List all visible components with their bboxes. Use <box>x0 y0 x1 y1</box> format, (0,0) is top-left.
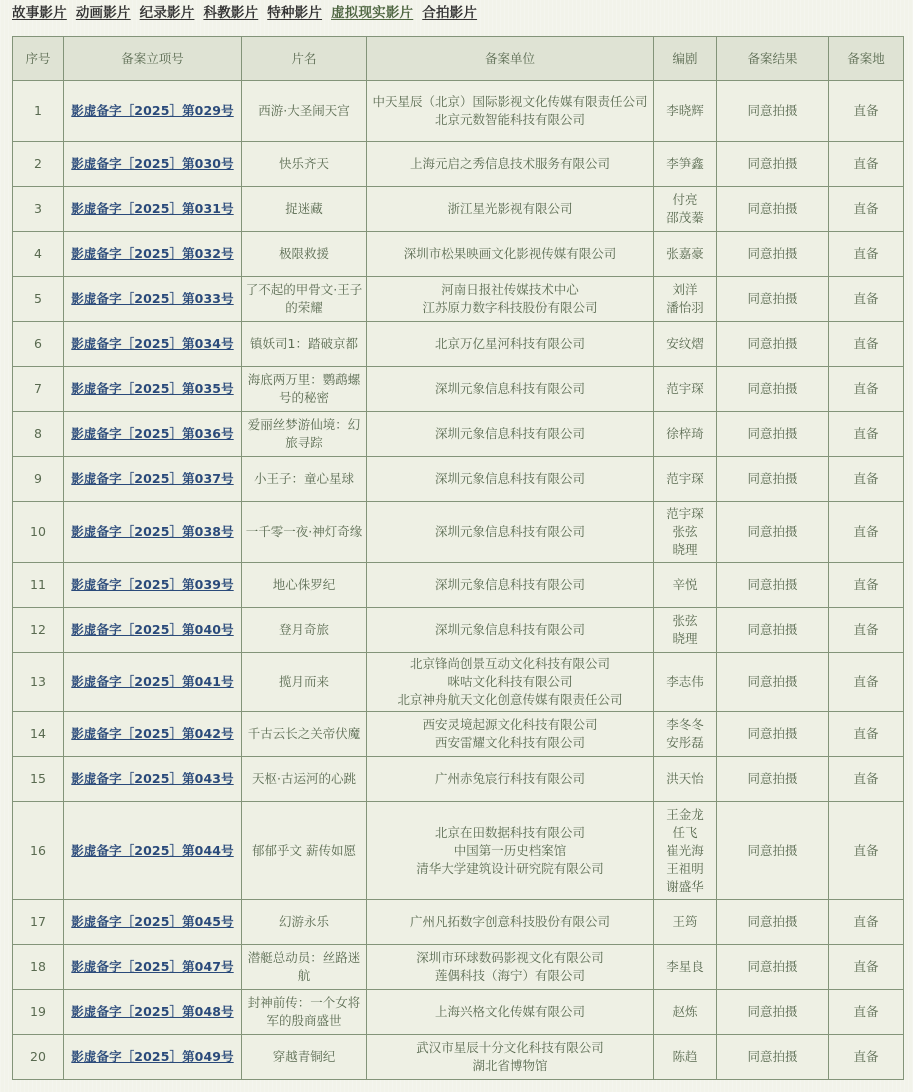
writer-name: 任飞 <box>672 824 698 840</box>
filing-number-cell <box>64 81 242 142</box>
filing-number-link[interactable]: 影虚备字［2025］第037号 <box>71 471 234 486</box>
filing-number-link[interactable]: 影虚备字［2025］第038号 <box>71 524 234 539</box>
filing-number-cell <box>64 502 242 563</box>
filing-result: 同意拍摄 <box>717 712 829 757</box>
writer-name: 范宇琛 <box>666 471 704 486</box>
filing-place: 直备 <box>829 412 904 457</box>
writer-name: 王祖明 <box>666 860 704 876</box>
filing-number-cell <box>64 457 242 502</box>
filing-units <box>367 712 654 757</box>
filing-number-cell <box>64 900 242 945</box>
table-row <box>13 457 904 502</box>
row-number: 7 <box>13 367 64 412</box>
unit-name: 上海元启之秀信息技术服务有限公司 <box>409 156 610 171</box>
film-title: 千古云长之关帝伏魔 <box>242 712 367 757</box>
writer-name: 张弦 <box>672 524 698 539</box>
film-title: 小王子：童心星球 <box>242 457 367 502</box>
row-number: 8 <box>13 412 64 457</box>
writer-name: 陈趋 <box>672 1049 698 1064</box>
writers <box>654 653 717 712</box>
tab-6[interactable]: 合拍影片 <box>422 5 478 21</box>
filing-units <box>367 412 654 457</box>
row-number: 1 <box>13 81 64 142</box>
unit-name: 武汉市星辰十分文化科技有限公司 <box>416 1040 604 1055</box>
table-row <box>13 712 904 757</box>
filing-number-link[interactable]: 影虚备字［2025］第049号 <box>71 1049 234 1064</box>
table-header-row <box>13 37 904 81</box>
table-row <box>13 802 904 900</box>
row-number: 17 <box>13 900 64 945</box>
filing-place: 直备 <box>829 367 904 412</box>
row-number: 15 <box>13 757 64 802</box>
writer-name: 李志伟 <box>666 674 704 689</box>
writer-name: 付亮 <box>672 192 698 207</box>
writer-name: 王筠 <box>672 914 698 929</box>
film-title: 爱丽丝梦游仙境：幻旅寻踪 <box>242 412 367 457</box>
filing-place: 直备 <box>829 990 904 1035</box>
tab-5[interactable]: 虚拟现实影片 <box>331 5 414 21</box>
header-title: 片名 <box>242 37 367 81</box>
unit-name: 深圳元象信息科技有限公司 <box>434 381 585 396</box>
filing-place: 直备 <box>829 502 904 563</box>
film-title: 潜艇总动员：丝路迷航 <box>242 945 367 990</box>
writer-name: 赵炼 <box>672 1004 698 1019</box>
unit-name: 上海兴格文化传媒有限公司 <box>434 1004 585 1019</box>
writer-name: 李笋鑫 <box>666 156 704 171</box>
filing-place: 直备 <box>829 457 904 502</box>
filing-number-link[interactable]: 影虚备字［2025］第036号 <box>71 426 234 441</box>
film-title: 捉迷藏 <box>242 187 367 232</box>
filing-number-cell <box>64 187 242 232</box>
film-title: 天枢·古运河的心跳 <box>242 757 367 802</box>
writer-name: 辛悦 <box>672 577 698 592</box>
writers <box>654 1035 717 1080</box>
writer-name: 李星良 <box>666 959 704 974</box>
row-number: 20 <box>13 1035 64 1080</box>
film-title: 幻游永乐 <box>242 900 367 945</box>
filing-place: 直备 <box>829 81 904 142</box>
writers <box>654 232 717 277</box>
film-title: 快乐齐天 <box>242 142 367 187</box>
filing-units <box>367 187 654 232</box>
filing-units <box>367 608 654 653</box>
unit-name: 深圳元象信息科技有限公司 <box>434 471 585 486</box>
table-row <box>13 277 904 322</box>
table-row <box>13 81 904 142</box>
filing-result: 同意拍摄 <box>717 1035 829 1080</box>
filing-number-link[interactable]: 影虚备字［2025］第034号 <box>71 336 234 351</box>
filing-result: 同意拍摄 <box>717 563 829 608</box>
writers <box>654 81 717 142</box>
table-row <box>13 502 904 563</box>
filing-number-cell <box>64 653 242 712</box>
filing-number-link[interactable]: 影虚备字［2025］第048号 <box>71 1004 234 1019</box>
filing-units <box>367 457 654 502</box>
unit-name: 深圳元象信息科技有限公司 <box>434 577 585 592</box>
writers <box>654 367 717 412</box>
film-title: 极限救援 <box>242 232 367 277</box>
table-row <box>13 563 904 608</box>
filing-number-cell <box>64 277 242 322</box>
filing-result: 同意拍摄 <box>717 990 829 1035</box>
unit-name: 中国第一历史档案馆 <box>453 842 567 858</box>
unit-name: 北京在田数据科技有限公司 <box>434 824 585 840</box>
film-title: 镇妖司1：踏破京都 <box>242 322 367 367</box>
writer-name: 张弦 <box>672 613 698 628</box>
filing-number-link[interactable]: 影虚备字［2025］第041号 <box>71 674 234 689</box>
film-title: 一千零一夜·神灯奇缘 <box>242 502 367 563</box>
filing-result: 同意拍摄 <box>717 757 829 802</box>
filing-units <box>367 802 654 900</box>
filing-place: 直备 <box>829 232 904 277</box>
filing-result: 同意拍摄 <box>717 502 829 563</box>
filing-number-cell <box>64 990 242 1035</box>
unit-name: 北京神舟航天文化创意传媒有限责任公司 <box>397 692 623 707</box>
writers <box>654 802 717 900</box>
writer-name: 李晓辉 <box>666 103 704 118</box>
writer-name: 谢盛华 <box>666 878 704 894</box>
unit-name: 深圳市松果映画文化影视传媒有限公司 <box>403 246 617 261</box>
row-number: 2 <box>13 142 64 187</box>
header-writer: 编剧 <box>654 37 717 81</box>
unit-name: 西安雷耀文化科技有限公司 <box>434 735 585 750</box>
writers <box>654 277 717 322</box>
film-title: 登月奇旅 <box>242 608 367 653</box>
unit-name: 清华大学建筑设计研究院有限公司 <box>416 860 604 876</box>
tab-2[interactable]: 纪录影片 <box>139 5 195 21</box>
table-row <box>13 232 904 277</box>
category-tabs <box>12 0 477 22</box>
unit-name: 咪咕文化科技有限公司 <box>447 674 573 689</box>
film-title: 封神前传：一个女将军的殷商盛世 <box>242 990 367 1035</box>
writers <box>654 563 717 608</box>
tab-4[interactable]: 特种影片 <box>267 5 323 21</box>
table-row <box>13 608 904 653</box>
writer-name: 安纹熠 <box>666 336 704 351</box>
film-title: 地心侏罗纪 <box>242 563 367 608</box>
filing-number-link[interactable]: 影虚备字［2025］第029号 <box>71 103 234 118</box>
tab-1[interactable]: 动画影片 <box>75 5 131 21</box>
filing-number-link[interactable]: 影虚备字［2025］第045号 <box>71 914 234 929</box>
unit-name: 北京元数智能科技有限公司 <box>434 112 585 127</box>
table-row <box>13 322 904 367</box>
writer-name: 崔光海 <box>666 842 704 858</box>
writer-name: 洪天怡 <box>666 771 704 786</box>
row-number: 11 <box>13 563 64 608</box>
filing-result: 同意拍摄 <box>717 277 829 322</box>
filing-number-link[interactable]: 影虚备字［2025］第044号 <box>71 842 234 858</box>
writer-name: 王金龙 <box>666 806 704 822</box>
filing-number-link[interactable]: 影虚备字［2025］第030号 <box>71 156 234 171</box>
writers <box>654 187 717 232</box>
filing-place: 直备 <box>829 945 904 990</box>
film-title: 西游·大圣闹天宫 <box>242 81 367 142</box>
filing-number-link[interactable]: 影虚备字［2025］第032号 <box>71 246 234 261</box>
filing-number-cell <box>64 1035 242 1080</box>
unit-name: 江苏原力数字科技股份有限公司 <box>422 300 598 315</box>
filing-place: 直备 <box>829 187 904 232</box>
filing-units <box>367 232 654 277</box>
filing-number-link[interactable]: 影虚备字［2025］第031号 <box>71 201 234 216</box>
row-number: 5 <box>13 277 64 322</box>
unit-name: 西安灵境起源文化科技有限公司 <box>422 717 598 732</box>
writers <box>654 502 717 563</box>
filing-place: 直备 <box>829 322 904 367</box>
filing-number-cell <box>64 563 242 608</box>
writers <box>654 990 717 1035</box>
filing-units <box>367 757 654 802</box>
unit-name: 湖北省博物馆 <box>472 1058 548 1073</box>
filing-units <box>367 367 654 412</box>
filing-number-link[interactable]: 影虚备字［2025］第040号 <box>71 622 234 637</box>
unit-name: 广州赤兔宸行科技有限公司 <box>434 771 585 786</box>
writers <box>654 757 717 802</box>
filing-number-cell <box>64 757 242 802</box>
filing-number-cell <box>64 367 242 412</box>
tab-0[interactable]: 故事影片 <box>12 5 67 21</box>
row-number: 9 <box>13 457 64 502</box>
filing-result: 同意拍摄 <box>717 900 829 945</box>
filing-place: 直备 <box>829 712 904 757</box>
unit-name: 深圳元象信息科技有限公司 <box>434 426 585 441</box>
writer-name: 潘怡羽 <box>666 300 704 315</box>
tab-3[interactable]: 科教影片 <box>203 5 259 21</box>
filing-place: 直备 <box>829 608 904 653</box>
unit-name: 深圳市环球数码影视文化有限公司 <box>416 950 604 965</box>
filing-place: 直备 <box>829 900 904 945</box>
writer-name: 李冬冬 <box>666 717 704 732</box>
film-title: 穿越青铜纪 <box>242 1035 367 1080</box>
writer-name: 邵茂蓁 <box>666 210 704 225</box>
header-unit: 备案单位 <box>367 37 654 81</box>
film-title: 了不起的甲骨文·王子的荣耀 <box>242 277 367 322</box>
filing-place: 直备 <box>829 802 904 900</box>
filing-units <box>367 322 654 367</box>
filing-result: 同意拍摄 <box>717 367 829 412</box>
writer-name: 范宇琛 <box>666 381 704 396</box>
film-title: 揽月而来 <box>242 653 367 712</box>
row-number: 4 <box>13 232 64 277</box>
filing-units <box>367 502 654 563</box>
row-number: 12 <box>13 608 64 653</box>
unit-name: 深圳元象信息科技有限公司 <box>434 622 585 637</box>
table-row <box>13 990 904 1035</box>
filing-number-link[interactable]: 影虚备字［2025］第035号 <box>71 381 234 396</box>
filing-number-cell <box>64 802 242 900</box>
filing-place: 直备 <box>829 563 904 608</box>
row-number: 16 <box>13 802 64 900</box>
film-title: 海底两万里：鹦鹉螺号的秘密 <box>242 367 367 412</box>
filing-number-link[interactable]: 影虚备字［2025］第033号 <box>71 291 234 306</box>
writers <box>654 712 717 757</box>
row-number: 3 <box>13 187 64 232</box>
filing-number-cell <box>64 232 242 277</box>
writer-name: 晓理 <box>672 631 698 646</box>
filing-result: 同意拍摄 <box>717 232 829 277</box>
header-filing-number: 备案立项号 <box>64 37 242 81</box>
filing-number-link[interactable]: 影虚备字［2025］第043号 <box>71 771 234 786</box>
filing-result: 同意拍摄 <box>717 802 829 900</box>
filing-units <box>367 990 654 1035</box>
unit-name: 深圳元象信息科技有限公司 <box>434 524 585 539</box>
film-title: 郁郁乎文 薪传如愿 <box>242 802 367 900</box>
filing-number-cell <box>64 608 242 653</box>
filing-number-link[interactable]: 影虚备字［2025］第047号 <box>71 959 234 974</box>
writers <box>654 412 717 457</box>
table-row <box>13 900 904 945</box>
writers <box>654 322 717 367</box>
filing-place: 直备 <box>829 277 904 322</box>
filing-result: 同意拍摄 <box>717 81 829 142</box>
writers <box>654 142 717 187</box>
writer-name: 张嘉豪 <box>666 246 704 261</box>
table-row <box>13 1035 904 1080</box>
filing-units <box>367 945 654 990</box>
unit-name: 浙江星光影视有限公司 <box>447 201 573 216</box>
writer-name: 徐梓琦 <box>666 426 704 441</box>
filing-number-link[interactable]: 影虚备字［2025］第042号 <box>71 726 234 741</box>
writer-name: 范宇琛 <box>666 506 704 521</box>
unit-name: 莲偶科技（海宁）有限公司 <box>434 968 585 983</box>
table-row <box>13 945 904 990</box>
writers <box>654 945 717 990</box>
table-row <box>13 653 904 712</box>
unit-name: 中天星辰（北京）国际影视文化传媒有限责任公司 <box>372 94 648 109</box>
filing-units <box>367 900 654 945</box>
row-number: 14 <box>13 712 64 757</box>
filing-number-cell <box>64 945 242 990</box>
unit-name: 北京万亿星河科技有限公司 <box>434 336 585 351</box>
writers <box>654 900 717 945</box>
filing-result: 同意拍摄 <box>717 187 829 232</box>
writer-name: 刘洋 <box>672 282 698 297</box>
filing-units <box>367 1035 654 1080</box>
filing-place: 直备 <box>829 142 904 187</box>
table-row <box>13 142 904 187</box>
filing-units <box>367 277 654 322</box>
table-row <box>13 367 904 412</box>
filing-units <box>367 142 654 187</box>
filing-number-cell <box>64 142 242 187</box>
row-number: 10 <box>13 502 64 563</box>
table-row <box>13 187 904 232</box>
filing-number-link[interactable]: 影虚备字［2025］第039号 <box>71 577 234 592</box>
filing-place: 直备 <box>829 757 904 802</box>
writer-name: 安彤磊 <box>666 735 704 750</box>
row-number: 19 <box>13 990 64 1035</box>
writer-name: 晓理 <box>672 542 698 557</box>
filing-units <box>367 563 654 608</box>
filing-number-cell <box>64 412 242 457</box>
unit-name: 北京锋尚创景互动文化科技有限公司 <box>409 656 610 671</box>
filing-result: 同意拍摄 <box>717 653 829 712</box>
row-number: 6 <box>13 322 64 367</box>
header-result: 备案结果 <box>717 37 829 81</box>
writers <box>654 457 717 502</box>
filing-result: 同意拍摄 <box>717 322 829 367</box>
table-row <box>13 757 904 802</box>
unit-name: 河南日报社传媒技术中心 <box>441 282 579 297</box>
filing-number-cell <box>64 322 242 367</box>
filing-result: 同意拍摄 <box>717 457 829 502</box>
writers <box>654 608 717 653</box>
filing-number-cell <box>64 712 242 757</box>
filing-place: 直备 <box>829 653 904 712</box>
filing-result: 同意拍摄 <box>717 945 829 990</box>
filing-result: 同意拍摄 <box>717 412 829 457</box>
unit-name: 广州凡拓数字创意科技股份有限公司 <box>409 914 610 929</box>
row-number: 13 <box>13 653 64 712</box>
filing-place: 直备 <box>829 1035 904 1080</box>
filing-result: 同意拍摄 <box>717 142 829 187</box>
header-no: 序号 <box>13 37 64 81</box>
filing-units <box>367 653 654 712</box>
table-row <box>13 412 904 457</box>
filing-result: 同意拍摄 <box>717 608 829 653</box>
filing-units <box>367 81 654 142</box>
row-number: 18 <box>13 945 64 990</box>
header-place: 备案地 <box>829 37 904 81</box>
filing-table <box>12 36 904 1080</box>
